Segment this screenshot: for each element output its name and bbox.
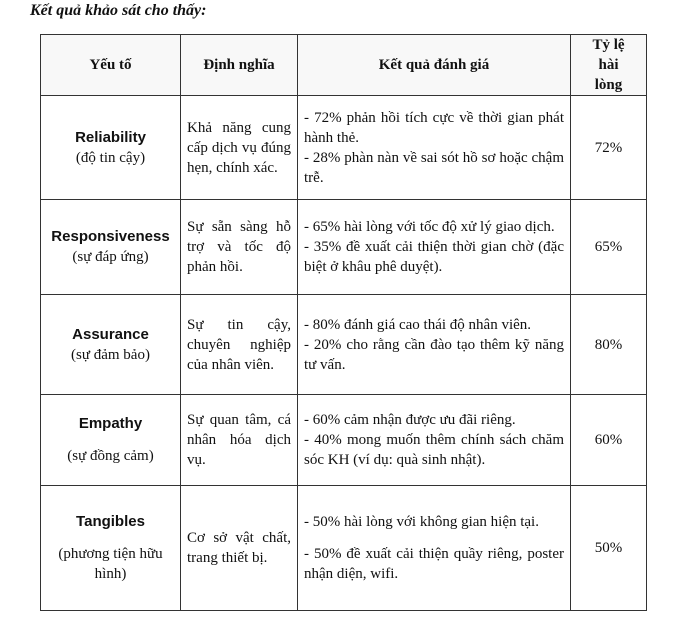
definition-cell: Sự sẵn sàng hỗ trợ và tốc độ phản hồi. <box>181 200 298 295</box>
result-line: - 72% phản hồi tích cực về thời gian phát hành thẻ. <box>304 109 564 146</box>
factor-name: Empathy <box>78 415 143 432</box>
factor-translation: (phương tiện hữu hình) <box>58 546 163 582</box>
factor-name: Tangibles <box>76 513 145 530</box>
factor-name: Assurance <box>72 325 149 343</box>
header-results: Kết quả đánh giá <box>298 35 571 96</box>
rate-cell: 60% <box>571 395 647 486</box>
factor-translation: (sự đảm bảo) <box>71 346 150 363</box>
results-cell <box>298 486 571 611</box>
section-heading: Kết quả khảo sát cho thấy: <box>30 2 207 19</box>
factor-cell <box>41 486 181 611</box>
header-satisfaction-rate: Tỷ lệ hài lòng <box>571 35 647 96</box>
definition-cell: Sự tin cậy, chuyên nghiệp của nhân viên. <box>181 295 298 395</box>
factor-translation: (sự đồng cảm) <box>67 448 154 464</box>
table-row <box>41 200 647 295</box>
table-row <box>41 486 647 611</box>
results-cell <box>298 96 571 200</box>
result-line: - 80% đánh giá cao thái độ nhân viên. <box>304 316 532 333</box>
results-cell <box>298 395 571 486</box>
definition-cell: Cơ sở vật chất, trang thiết bị. <box>181 486 298 611</box>
factor-name: Responsiveness <box>51 228 170 245</box>
rate-cell: 72% <box>571 96 647 200</box>
header-factor: Yếu tố <box>41 35 181 96</box>
rate-cell: 50% <box>571 486 647 611</box>
factor-cell <box>41 295 181 395</box>
table-row <box>41 96 647 200</box>
result-line: - 50% hài lòng với không gian hiện tại. <box>304 514 539 530</box>
survey-results-table <box>40 34 647 611</box>
result-line: - 28% phàn nàn về sai sót hồ sơ hoặc chậm trễ. <box>304 149 564 186</box>
result-line: - 60% cảm nhận được ưu đãi riêng. <box>304 412 516 428</box>
definition-cell: Khả năng cung cấp dịch vụ đúng hẹn, chính xác. <box>181 96 298 200</box>
result-line: - 50% đề xuất cải thiện quầy riêng, poster nhận diện, wifi. <box>304 546 564 582</box>
factor-cell <box>41 200 181 295</box>
definition-cell: Sự quan tâm, cá nhân hóa dịch vụ. <box>181 395 298 486</box>
result-line: - 65% hài lòng với tốc độ xử lý giao dịch. <box>304 219 555 235</box>
result-line: - 40% mong muốn thêm chính sách chăm sóc KH (ví dụ: quà sinh nhật). <box>304 432 564 468</box>
factor-translation: (sự đáp ứng) <box>72 249 149 265</box>
header-definition: Định nghĩa <box>181 35 298 96</box>
table-header-row <box>41 35 647 96</box>
factor-cell <box>41 96 181 200</box>
result-line: - 20% cho rằng cần đào tạo thêm kỹ năng tư vấn. <box>304 336 564 373</box>
rate-cell: 80% <box>571 295 647 395</box>
results-cell <box>298 200 571 295</box>
factor-translation: (độ tin cậy) <box>75 149 146 166</box>
rate-cell: 65% <box>571 200 647 295</box>
table-row <box>41 295 647 395</box>
factor-cell <box>41 395 181 486</box>
table-row <box>41 395 647 486</box>
results-cell <box>298 295 571 395</box>
factor-name: Reliability <box>75 128 146 146</box>
result-line: - 35% đề xuất cải thiện thời gian chờ (đặc biệt ở khâu phê duyệt). <box>304 239 564 275</box>
